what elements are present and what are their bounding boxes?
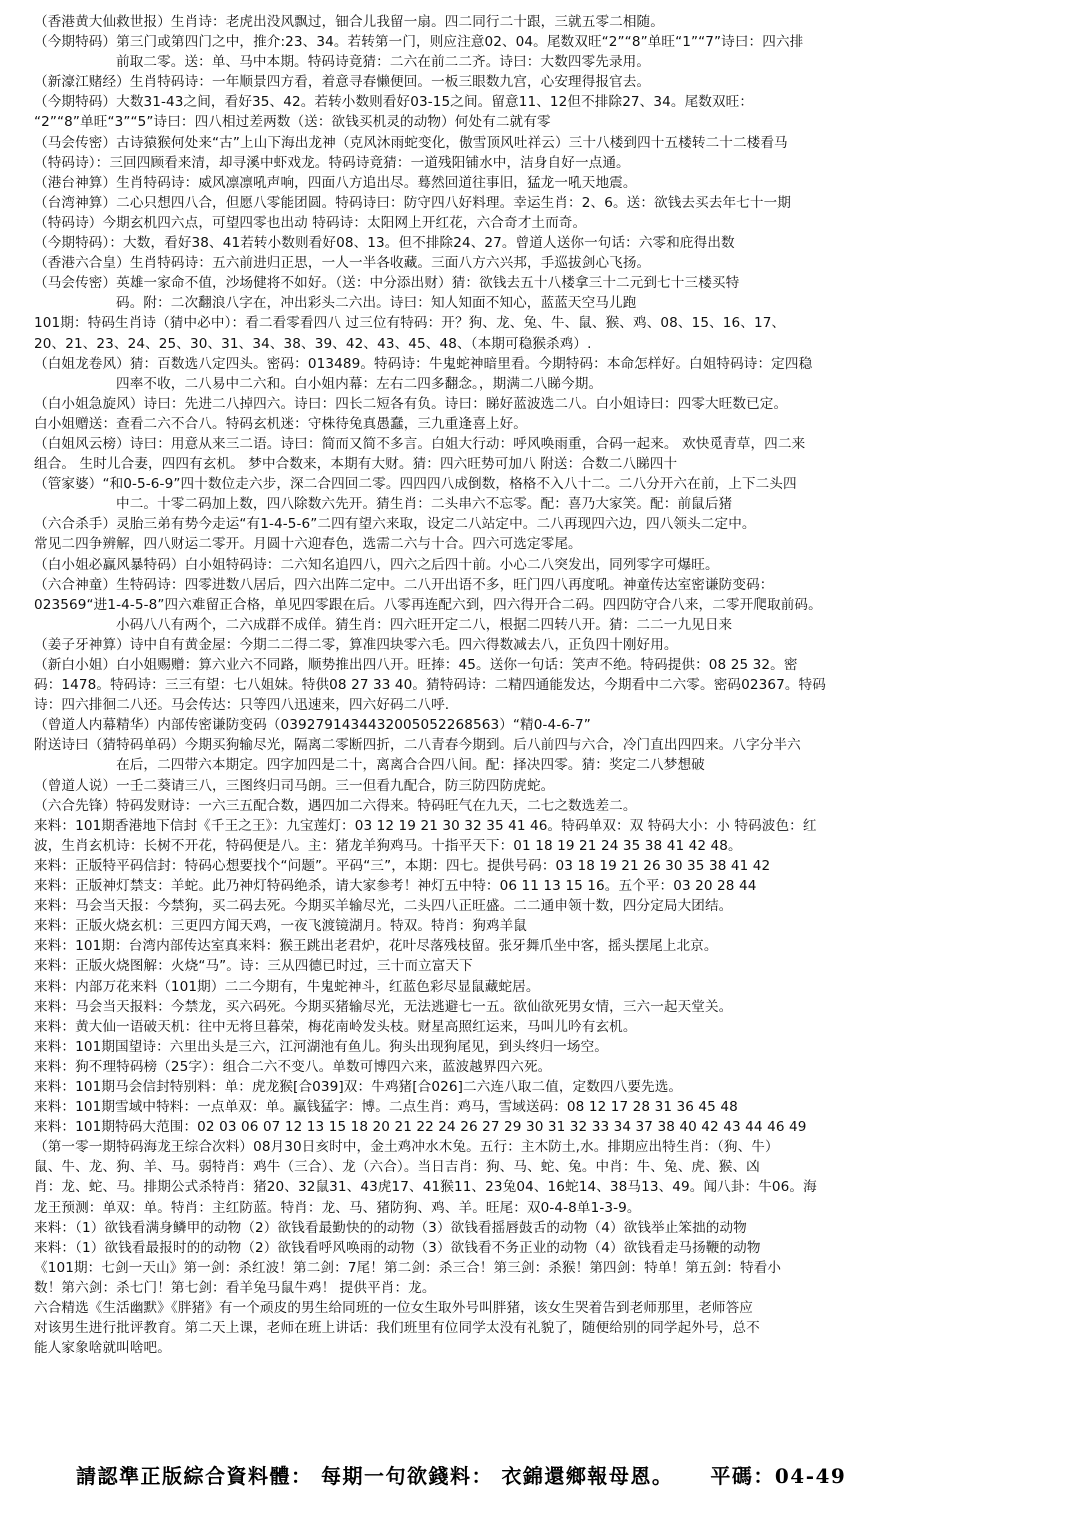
- text-line: （白姐龙卷风）猜：百数选八定四头。密码：013489。特码诗：牛鬼蛇神暗里看。今期特码：本命怎样好。白姐特码诗：定四稳: [34, 355, 813, 372]
- text-line: 码：1478。特码诗：三三有望：七八姐妹。特供08 27 33 40。猜特码诗：二精四通能发达，今期看中二六零。密码02367。特码: [34, 677, 826, 694]
- text-line: （新濠江赌经）生肖特码诗：一年顺景四方看，着意寻春懒便回。一板三眼数九宫，心安理得报官去。: [34, 74, 651, 91]
- text-line: （特码诗）今期玄机四六点，可望四零也出动 特码诗：太阳网上开红花，六合奇才土而奇。: [34, 214, 587, 231]
- text-line: 六合精选《生活幽默》《胖猪》有一个顽皮的男生给同班的一位女生取外号叫胖猪，该女生哭着告到老师那里，老师答应: [34, 1300, 753, 1316]
- text-line: 来料：正版火烧图解：火烧“马”。诗：三从四德已时过，三十而立富天下: [34, 958, 473, 975]
- text-line: “2”“8”单旺“3”“5”诗曰：四八相过差两数（送：欲钱买机灵的动物）何处有二就有零: [34, 114, 551, 131]
- text-line: 波，生肖玄机诗：长树不开花，特码便是八。主：猪龙羊狗鸡马。十指平天下：01 18 19 21 24 35 38 41 42 48。: [34, 837, 742, 854]
- text-line: 来料：马会当天报：今禁狗，买二码去死。今期买羊输尽光，二头四八正旺盛。二二通申领十数，四分定局大团结。: [34, 898, 733, 915]
- text-line: （马会传密）古诗猿猴何处来“古”上山下海出龙神（克风沐雨蛇变化，傲雪顶风吐祥云）三十八楼到四十五楼转二十二楼看马: [34, 134, 788, 151]
- text-line: （马会传密）英雄一家命不值，沙场健将不如好。（送：中分添出财）猜：欲钱去五十八楼拿三十二元到七十三楼买特: [34, 275, 740, 292]
- text-line: （第一零一期特码海龙王综合次料）08月30日亥时中，金土鸡冲水木兔。五行：主木防土,水。排期应出特生肖：（狗、牛）: [34, 1139, 779, 1156]
- text-line: （特码诗）：三回四顾看来清，却寻溪中虾戏龙。特码诗竟猜：一道残阳铺水中，洁身自好一点通。: [34, 154, 630, 171]
- text-line: （六合杀手）灵胎三弟有势今走运“有1-4-5-6”二四有望六来取，设定二八站定中。二八再现四六边，四八领头二定中。: [34, 516, 756, 533]
- text-line: 来料：黄大仙一语破天机：往中无将旦暮荣，梅花南岭发头枝。财星高照红运来，马叫儿吟有玄机。: [34, 1018, 637, 1035]
- text-line: （曾道人说）一壬二葵请三八，三图终归司马朗。三一但看九配合，防三防四防虎蛇。: [34, 777, 555, 794]
- text-line: 中二。十零二码加上数，四八除数六先开。猜生肖：二头串六不忘零。配：喜乃大家笑。配：前鼠后猪: [116, 496, 733, 513]
- text-line: （香港黄大仙救世报）生肖诗：老虎出没风飘过，钿合儿我留一扇。四二同行二十跟，三就五零二相随。: [34, 14, 664, 30]
- text-line: 白小姐赠送：查看二六不合八。特码玄机迷：守株待兔真愚蠢，三九重逢喜上好。: [34, 415, 527, 432]
- text-line: （白姐风云榜）诗曰：用意从来三二语。诗曰：简而又简不多言。白姐大行动：呼风唤雨重，合码一起来。 欢快觅青草，四二来: [34, 435, 806, 452]
- text-line: 023569“进1-4-5-8”四六难留正合格，单见四零跟在后。八零再连配六到，四六得开合二码。四四防守合八来，二零开爬取前码。: [34, 596, 822, 613]
- text-line: 来料：正版火烧玄机：三更四方闻天鸡，一夜飞渡镜湖月。特双。特肖：狗鸡羊鼠: [34, 918, 527, 935]
- text-line: [34, 1398, 1054, 1418]
- text-line: （今期特码）：大数，看好38、41若转小数则看好08、13。但不排除24、27。曾道人送你一句话：六零和庇得出数: [34, 235, 735, 252]
- text-line: 《101期：七剑一天山》第一剑：杀红波！第二剑：7尾！第二剑：杀三合！第三剑：杀猴！第四剑：特单！第五剑：特看小: [34, 1259, 782, 1276]
- text-line: （今期特码）大数31-43之间，看好35、42。若转小数则看好03-15之间。留意11、12但不排除27、34。尾数双旺：: [34, 94, 754, 111]
- text-line: 来料：101期香港地下信封《千王之王》：九宝莲灯：03 12 19 21 30 32 35 41 46。特码单双：双 特码大小：小 特码波色：红: [34, 817, 817, 834]
- text-line: （新白小姐）白小姐赐赠：算六业六不同路，顺势推出四八开。旺捧：45。送你一句话：笑声不绝。特码提供：08 25 32。密: [34, 657, 798, 673]
- text-line: （曾道人内幕精华）内部传密谦防变码（039279143443200505226856​3）“精0-4-6-7”: [34, 717, 591, 734]
- text-line: 来料：正版特平码信封：特码心想要找个“问题”。平码“三”，本期：四七。提供号码：03 18 19 21 26 30 35 38 41 42: [34, 857, 771, 874]
- text-line: 附送诗曰（猜特码单码）今期买狗输尽光，隔离二零断四折，二八青春今期到。后八前四与六合，冷门直出四四来。八字分半六: [34, 737, 801, 754]
- text-line: 小码八八有两个，二六成群不成佯。猜生肖：四六旺开定二八，根据二四转八开。猜：二二一九见日来: [116, 616, 733, 633]
- text-line: （今期特码）第三门或第四门之中，推介:23、34。若转第一门，则应注意02、04。尾数双旺“2”“8”单旺“1”“7”诗曰：四六排: [34, 34, 804, 51]
- text-line: [34, 1358, 1054, 1378]
- text-line: 来料：狗不理特码榜（25字）：组合二六不变八。单数可博四六来，蓝波越界四六死。: [34, 1058, 552, 1075]
- text-line: （台湾神算）二心只想四八合，但愿八零能团圆。特码诗曰：防守四八好料理。幸运生肖：2、6。送：欲钱去买去年七十一期: [34, 194, 791, 211]
- footer-banner: [76, 1460, 1036, 1489]
- text-line: 来料：101期国望诗：六里出头是三六，江河湖池有鱼儿。狗头出现狗尾见，到头终归一场空。: [34, 1038, 608, 1055]
- text-line: 来料：（1）欲钱看最报时的的动物（2）欲钱看呼风唤雨的动物（3）欲钱看不务正业的动物（4）欲钱看走马扬鞭的动物: [34, 1239, 761, 1256]
- text-line: 前取二零。送：单、马中本期。特码诗竟猜：二六在前二二齐。诗曰：大数四零先录用。: [116, 54, 651, 71]
- text-line: （白小姐急旋风）诗曰：先进二八掉四六。诗曰：四长二短各有负。诗曰：睇好蓝波选二八。白小姐诗曰：四零大旺数已定。: [34, 395, 788, 412]
- text-line: 来料：内部万花来料（101期）二二今期有，牛鬼蛇神斗，红蓝色彩尽显鼠藏蛇居。: [34, 978, 540, 995]
- text-line: （香港六合皇）生肖特码诗：五六前进归正思，一人一半各收藏。三面八方六兴邦，手巡拔剑心飞扬。: [34, 255, 651, 272]
- text-line: 来料：马会当天报料：今禁龙，买六码死。今期买猪输尽光，无法逃避七一五。欲仙欲死男女情，三六一起天堂关。: [34, 998, 733, 1015]
- text-line: 101期：特码生肖诗（猜中必中）：看二看零看四八 过三位有特码：开？狗、龙、兔、牛、鼠、猴、鸡、08、15、16、17、: [34, 315, 786, 332]
- text-line: 码。附：二次翻浪八字在，冲出彩头二六出。诗曰：知人知面不知心，蓝蓝天空马儿跑: [116, 295, 637, 312]
- footer-verify-text: 請認準正版綜合資料體：: [76, 1464, 313, 1488]
- text-line: （港台神算）生肖特码诗：威风凛凛吼声响，四面八方追出尽。蓦然回道往事旧，猛龙一吼天地震。: [34, 174, 637, 191]
- text-line: 常见二四争辨解，四八财运二零开。月圆十六迎春色，选需二六与十合。四六可选定零尾。: [34, 536, 582, 553]
- text-line: 来料：（1）欲钱看满身鳞甲的动物（2）欲钱看最勤快的的动物（3）欲钱看摇唇鼓舌的动物（4）欲钱举止笨拙的动物: [34, 1219, 747, 1236]
- text-line: 组合。 生时儿合妻，四四有玄机。 梦中合数来，本期有大财。猜：四六旺势可加八 附送：合数二八睇四十: [34, 456, 678, 473]
- text-line: 来料：101期马会信封特别料：单：虎龙猴[合039]双：牛鸡猪[合026]二六连八取二值，定数四八要先选。: [34, 1078, 683, 1095]
- text-line: （管家婆）“和0-5-6-9”四十数位走六步，深二合四回二零。四四四八成倒数，格格不入八十二。二八分开六在前，上下二头四: [34, 476, 797, 493]
- footer-slogan-text: 衣錦還鄉報母恩。: [501, 1464, 674, 1488]
- footer-slogan-label: 每期一句欲錢料：: [320, 1464, 493, 1488]
- text-line: 龙王预测：单双：单。特肖：主红防蓝。特肖：龙、马、猪防狗、鸡、羊。旺尾：双0-4-8单1-3-9。: [34, 1199, 641, 1216]
- text-line: 肖：龙、蛇、马。排期公式杀特肖：猪20、32鼠31、43虎17、41猴11、23兔04、16蛇14、38马13、49。闻八卦：牛06。海: [34, 1179, 817, 1196]
- text-line: 来料：正版神灯禁支：羊蛇。此乃神灯特码绝杀，请大家参考！神灯五中特：06 11 13 15 16。五个平：03 20 28 44: [34, 878, 757, 895]
- text-line: 对该男生进行批评教育。第二天上课，老师在班上讲话：我们班里有位同学太没有礼貌了，随便给别的同学起外号，总不: [34, 1320, 760, 1337]
- text-line: 来料：101期：台湾内部传达室真来料：猴王跳出老君炉，花叶尽落残枝留。张牙舞爪坐中客，摇头摆尾上北京。: [34, 938, 718, 955]
- text-line: 来料：101期特码大范围：02 03 06 07 12 13 15 18 20 21 22 24 26 27 29 30 31 32 33 34 37 38 40 42 43 44 46 49: [34, 1119, 807, 1136]
- body-text: [34, 12, 1054, 1439]
- text-line: （六合先锋）特码发财诗：一六三五配合数，遇四加二六得来。特码旺气在九天，二七之数选差二。: [34, 797, 637, 814]
- text-line: 来料：101期雪域中特料：一点单双：单。赢钱猛字：博。二点生肖：鸡马，雪域送码：08 12 17 28 31 36 45 48: [34, 1099, 738, 1116]
- text-line: （白小姐必赢风暴特码）白小姐特码诗：二六知名追四八，四六之后四十前。小心二八突发出，同列零字可爆旺。: [34, 556, 719, 573]
- text-line: （六合神童）生特码诗：四零进数八居后，四六出阵二定中。二八开出语不多，旺门四八再度吼。神童传达室密谦防变码：: [34, 576, 774, 593]
- text-line: 能人家象啥就叫啥吧。: [34, 1340, 171, 1357]
- text-line: 鼠、牛、龙、狗、羊、马。弱特肖：鸡牛（三合）、龙（六合）。当日吉肖：狗、马、蛇、兔。中肖：牛、兔、虎、猴、凶: [34, 1159, 760, 1176]
- text-line: 数！第六剑：杀七门！第七剑：看羊兔马鼠牛鸡！ 提供平肖：龙。: [34, 1279, 436, 1296]
- text-line: 20、21、23、24、25、30、31、34、38、39、42、43、45、48、（本期可稳猴杀鸡）.: [34, 335, 592, 352]
- text-line: 诗：四六排徊二八还。马会传达：只等四八迅速来，四六好码二八呼.: [34, 697, 450, 714]
- text-line: 在后，二四带六本期定。四字加四是二十，离离合合四八间。配：择决四零。猜：奖定二八梦想破: [116, 757, 705, 774]
- footer-flat-code: 平碼：04-49: [710, 1464, 847, 1488]
- text-line: 四率不收，二八易中二六和。白小姐内幕：左右二四多翻念。，期满二八睇今期。: [116, 375, 603, 392]
- text-line: （姜子牙神算）诗中自有黄金屋：今期二二得二零，算准四块零六毛。四六得数减去八，正负四十刚好用。: [34, 636, 678, 653]
- text-line: [34, 1419, 1054, 1439]
- text-line: [34, 1378, 1054, 1398]
